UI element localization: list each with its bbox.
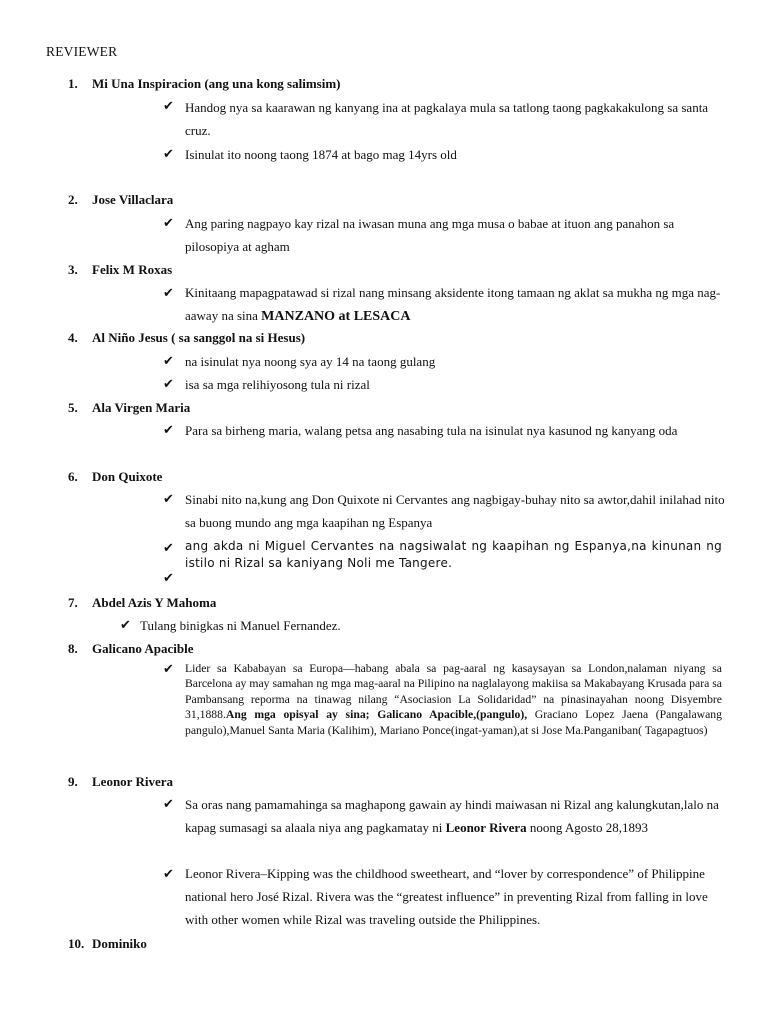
section-heading-6: 6. Don Quixote bbox=[68, 469, 163, 484]
checkmark-icon: ✔ bbox=[163, 661, 174, 676]
bullet-text: Ang paring nagpayo kay rizal na iwasan muna ang mga musa o babae at ituon ang panahon sa pilosopiya at agham bbox=[185, 216, 675, 254]
bullet-text: na isinulat nya noong sya ay 14 na taong gulang bbox=[185, 354, 436, 369]
checkmark-icon: ✔ bbox=[163, 796, 174, 811]
bullet-text: Leonor Rivera–Kipping was the childhood sweetheart, and “lover by correspondence” of Philippine national hero José Rizal. Rivera was the “greatest influence” in preventing Rizal from falling in love with other women while Rizal was traveling outside the Philippines. bbox=[185, 866, 708, 927]
bullet-text: ang akda ni Miguel Cervantes na nagsiwalat ng kaapihan ng Espanya,na kinunan ng istilo ni Rizal sa kaniyang Noli me Tangere. bbox=[185, 539, 722, 570]
checkmark-icon: ✔ bbox=[163, 376, 174, 391]
checkmark-icon: ✔ bbox=[163, 285, 174, 300]
section-heading-7: 7. Abdel Azis Y Mahoma bbox=[68, 595, 217, 610]
section-heading-9: 9. Leonor Rivera bbox=[68, 774, 173, 789]
checkmark-icon: ✔ bbox=[120, 617, 131, 632]
checkmark-icon: ✔ bbox=[163, 98, 174, 113]
checkmark-icon: ✔ bbox=[163, 353, 174, 368]
section-heading-2: 2. Jose Villaclara bbox=[68, 192, 174, 207]
bullet-text: isa sa mga relihiyosong tula ni rizal bbox=[185, 377, 370, 392]
checkmark-icon: ✔ bbox=[163, 491, 174, 506]
bullet-text: Lider sa Kababayan sa Europa—habang abala sa pag-aaral ng kasaysayan sa London,nalaman niyang sa Barcelona ay may samahan ng mga mag-aaral na Pilipino na naglalayong makiisa sa Makabayang Krusada para sa Pambansang reporma na tinawag nilang “Asociasion La Solidaridad” na pinasinayahan noong Disyembre 31,1888.Ang mga opisyal ay sina; Galicano Apacible,(pangulo), Graciano Lopez Jaena (Pangalawang pangulo),Manuel Santa Maria (Kalihim), Mariano Ponce(ingat-yaman),at si Jose Ma.Panganiban( Tagapagtuos) bbox=[185, 662, 722, 737]
bullet-text: Tulang binigkas ni Manuel Fernandez. bbox=[140, 618, 341, 633]
bullet-text: Sa oras nang pamamahinga sa maghapong gawain ay hindi maiwasan ni Rizal ang kalungkutan,lalo na kapag sumasagi sa alaala niya ang pagkamatay ni Leonor Rivera noong Agosto 28,1893 bbox=[185, 797, 719, 835]
section-heading-5: 5. Ala Virgen Maria bbox=[68, 400, 191, 415]
bullet-text: Handog nya sa kaarawan ng kanyang ina at pagkalaya mula sa tatlong taong pagkakakulong sa santa cruz. bbox=[185, 100, 709, 138]
section-heading-8: 8. Galicano Apacible bbox=[68, 641, 194, 656]
page-title: REVIEWER bbox=[46, 44, 118, 59]
checkmark-icon: ✔ bbox=[163, 146, 174, 161]
checkmark-icon: ✔ bbox=[163, 570, 174, 585]
checkmark-icon: ✔ bbox=[163, 540, 174, 555]
bullet-text: Isinulat ito noong taong 1874 at bago mag 14yrs old bbox=[185, 147, 457, 162]
bullet-text: Sinabi nito na,kung ang Don Quixote ni Cervantes ang nagbigay-buhay nito sa awtor,dahil inilahad nito sa buong mundo ang mga kaapihan ng Espanya bbox=[185, 492, 725, 530]
section-heading-3: 3. Felix M Roxas bbox=[68, 262, 173, 277]
section-heading-1: 1. Mi Una Inspiracion (ang una kong salimsim) bbox=[68, 76, 341, 91]
bullet-text: Kinitaang mapagpatawad si rizal nang minsang aksidente itong tamaan ng aklat sa mukha ng mga nag-aaway na sina MANZANO at LESACA bbox=[185, 285, 721, 324]
section-heading-10: 10. Dominiko bbox=[68, 936, 147, 951]
checkmark-icon: ✔ bbox=[163, 866, 174, 881]
bullet-text: Para sa birheng maria, walang petsa ang nasabing tula na isinulat nya kasunod ng kanyang oda bbox=[185, 423, 678, 438]
checkmark-icon: ✔ bbox=[163, 422, 174, 437]
checkmark-icon: ✔ bbox=[163, 215, 174, 230]
section-heading-4: 4. Al Niño Jesus ( sa sanggol na si Hesus) bbox=[68, 330, 306, 345]
